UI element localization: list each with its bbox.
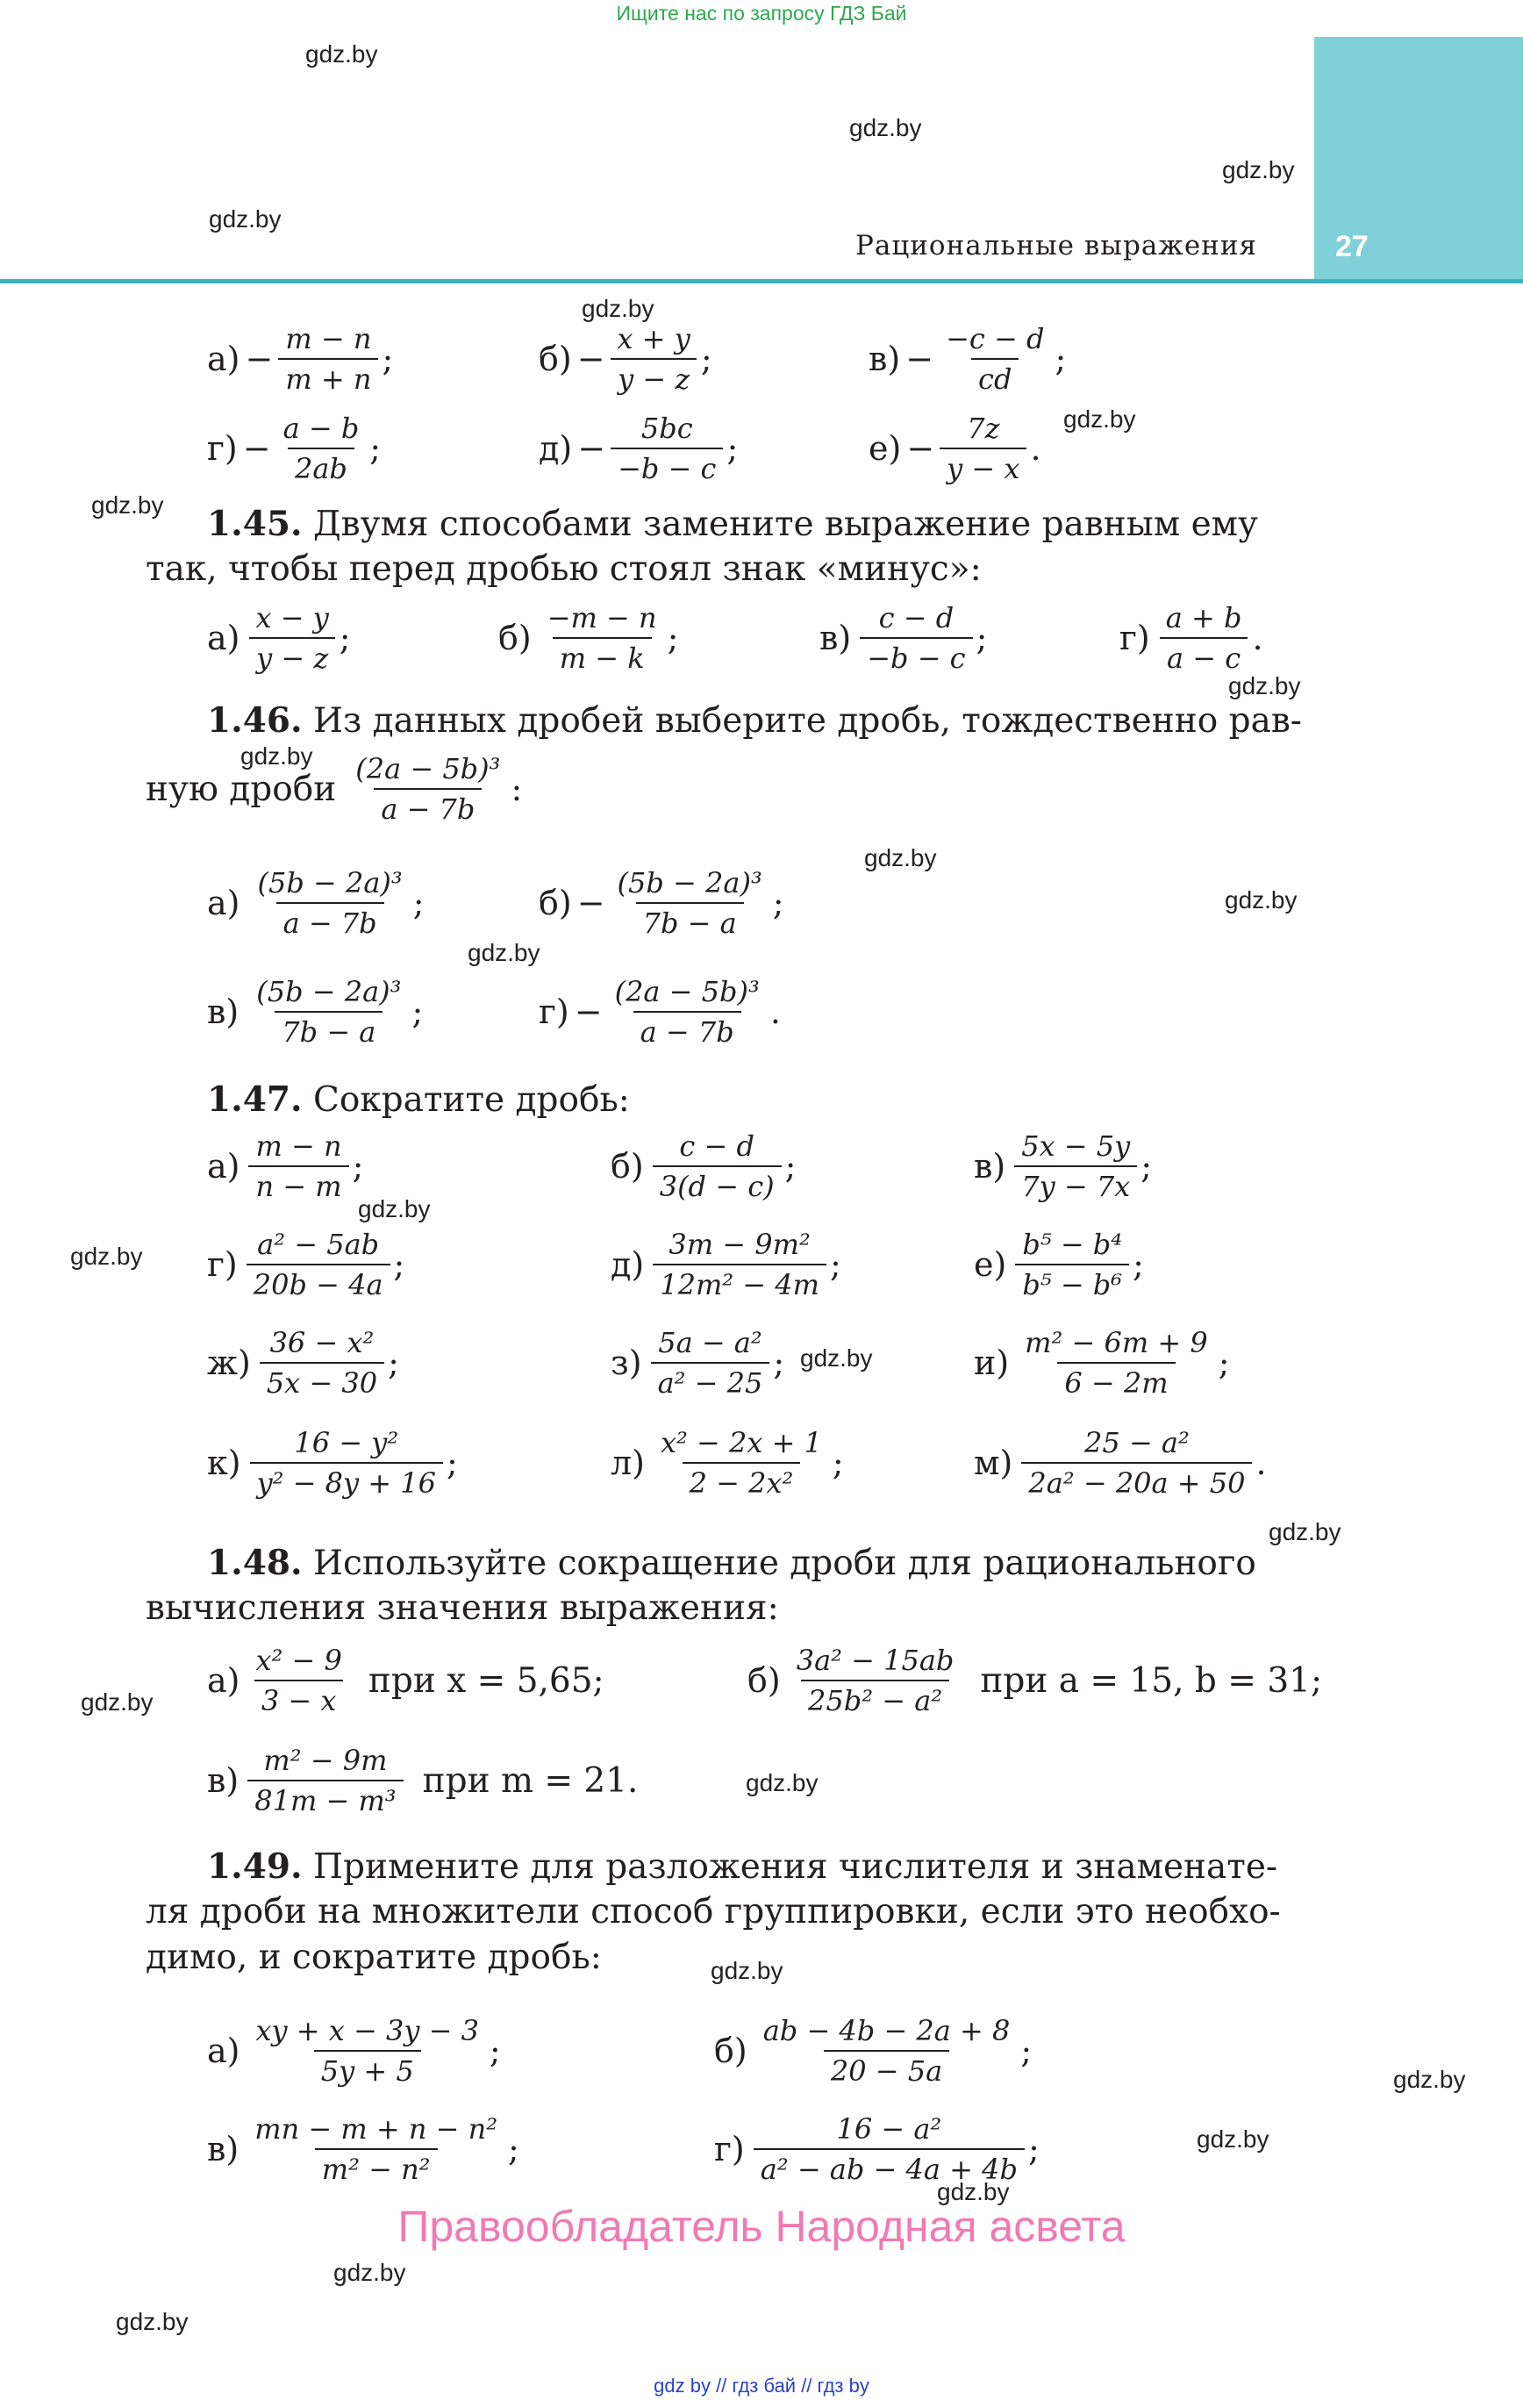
item-label: г)	[714, 2130, 745, 2168]
item-label: д)	[611, 1245, 645, 1284]
numerator: m − n	[285, 322, 372, 355]
task-1-48-item	[747, 1641, 1322, 1720]
watermark: gdz.by	[1063, 405, 1136, 433]
task-1-48-text	[207, 1543, 1256, 1583]
fraction	[611, 864, 769, 942]
denominator: 5y + 5	[314, 2050, 421, 2090]
denominator: n − m	[248, 1165, 348, 1206]
watermark: gdz.by	[91, 491, 164, 519]
punctuation: .	[1252, 619, 1263, 657]
answer-item	[207, 319, 393, 398]
task-1-47-item	[207, 1225, 404, 1304]
numerator: −c − d	[946, 322, 1045, 355]
watermark: gdz.by	[864, 844, 937, 871]
denominator: 6 − 2m	[1057, 1362, 1175, 1402]
watermark: gdz.by	[209, 205, 282, 233]
task-1-45-text-line: так, чтобы перед дробью стоял знак «минус»:	[146, 549, 982, 589]
numerator: −m − n	[547, 601, 657, 634]
item-label: в)	[207, 2130, 240, 2168]
task-1-49-item	[714, 2011, 1032, 2090]
fraction	[276, 409, 367, 488]
task-1-49-text	[207, 1846, 1277, 1887]
watermark: gdz.by	[81, 1688, 154, 1716]
item-label: в)	[819, 619, 852, 657]
task-1-46-item	[207, 864, 425, 942]
watermark: gdz.by	[468, 939, 540, 966]
fraction	[940, 409, 1026, 488]
minus-sign: −	[906, 429, 935, 468]
punctuation: :	[511, 770, 523, 808]
punctuation: ;	[976, 619, 988, 657]
watermark: gdz.by	[1269, 1518, 1341, 1545]
fraction	[608, 972, 767, 1051]
fraction	[1015, 1225, 1129, 1304]
watermark: gdz.by	[116, 2308, 189, 2335]
task-1-48-item	[207, 1641, 604, 1720]
task-1-47-item	[611, 1423, 844, 1502]
item-label: м)	[974, 1444, 1013, 1482]
item-label: б)	[611, 1147, 644, 1186]
punctuation: ;	[1055, 340, 1067, 378]
punctuation: ;	[1020, 2032, 1033, 2070]
numerator: (5b − 2a)³	[617, 866, 762, 899]
fraction	[247, 1741, 403, 1820]
denominator: y − z	[249, 637, 335, 677]
denominator: −b − c	[860, 637, 972, 677]
watermark: gdz.by	[358, 1195, 431, 1222]
punctuation: ;	[772, 884, 784, 922]
numerator: (2a − 5b)³	[614, 975, 760, 1008]
numerator: a + b	[1165, 601, 1242, 634]
item-label: л)	[611, 1444, 645, 1482]
punctuation: ;	[667, 619, 679, 657]
watermark: gdz.by	[1225, 886, 1298, 914]
denominator: 2 − 2x²	[683, 1462, 801, 1502]
task-1-47-text	[207, 1079, 630, 1120]
numerator: 7z	[967, 412, 1000, 445]
numerator: ab − 4b − 2a + 8	[762, 2014, 1011, 2047]
numerator: c − d	[679, 1129, 754, 1163]
fraction	[247, 2110, 504, 2189]
denominator: 25b² − a²	[801, 1680, 949, 1720]
punctuation: ;	[829, 1245, 841, 1284]
numerator: 25 − a²	[1084, 1426, 1190, 1459]
task-1-45-item	[207, 598, 351, 677]
fraction	[540, 598, 664, 677]
item-label: б)	[714, 2032, 747, 2070]
fraction	[250, 1423, 443, 1502]
item-label: г)	[207, 1245, 238, 1284]
task-1-47-item	[207, 1423, 458, 1502]
answer-item	[869, 409, 1041, 488]
item-label: г)	[539, 993, 569, 1031]
denominator: 7y − 7x	[1014, 1165, 1137, 1206]
task-number: 1.49.	[207, 1846, 303, 1887]
item-label: ж)	[207, 1344, 251, 1382]
fraction	[790, 1641, 962, 1720]
answer-item	[539, 319, 712, 398]
task-1-49-item	[207, 2011, 501, 2090]
denominator: a − 7b	[374, 788, 482, 828]
task-number: 1.47.	[207, 1079, 303, 1120]
item-label: в)	[869, 340, 901, 378]
item-label: з)	[611, 1344, 642, 1382]
denominator: y² − 8y + 16	[250, 1462, 443, 1502]
task-1-45-item	[819, 598, 987, 677]
watermark: gdz.by	[1197, 2125, 1269, 2153]
numerator: a² − 5ab	[257, 1228, 380, 1261]
item-label: е)	[974, 1245, 1007, 1284]
denominator: y − z	[611, 358, 697, 398]
fraction	[611, 409, 723, 488]
watermark: gdz.by	[849, 114, 922, 141]
task-text: Сократите дробь:	[302, 1080, 630, 1120]
fraction	[651, 1323, 770, 1402]
task-1-47-item	[611, 1323, 784, 1402]
watermark: gdz.by	[1393, 2066, 1466, 2093]
punctuation: ;	[382, 340, 394, 378]
fraction	[249, 972, 408, 1051]
denominator: a − 7b	[276, 902, 384, 942]
punctuation: ;	[339, 619, 351, 657]
punctuation: ;	[489, 2032, 501, 2070]
punctuation: ;	[784, 1147, 797, 1186]
item-label: е)	[869, 429, 902, 468]
task-1-47-item	[974, 1225, 1144, 1304]
top-banner: Ищите нас по запросу ГДЗ Бай	[616, 2, 907, 25]
watermark: gdz.by	[582, 295, 654, 322]
answer-item	[869, 319, 1066, 398]
numerator: (5b − 2a)³	[257, 866, 403, 899]
numerator: m² − 6m + 9	[1025, 1326, 1208, 1359]
denominator: 7b − a	[636, 902, 744, 942]
footer-links: gdz by // гдз бай // гдз by	[654, 2375, 869, 2397]
item-label: г)	[207, 429, 238, 468]
numerator: 5x − 5y	[1021, 1129, 1131, 1163]
task-1-47-item	[974, 1323, 1230, 1402]
denominator: a − c	[1160, 637, 1248, 677]
item-label: б)	[539, 884, 572, 922]
punctuation: .	[1255, 1444, 1267, 1482]
denominator: 2ab	[288, 448, 354, 488]
minus-sign: −	[576, 884, 605, 922]
task-1-49-text-line: ля дроби на множители способ группировки, если это необхо-	[146, 1892, 1281, 1931]
numerator: x² − 9	[255, 1644, 342, 1677]
denominator: b⁵ − b⁶	[1015, 1264, 1129, 1304]
fraction	[756, 2011, 1018, 2090]
denominator: m + n	[278, 358, 378, 398]
denominator: a − 7b	[633, 1011, 741, 1051]
watermark: gdz.by	[1228, 672, 1301, 699]
punctuation: ;	[393, 1245, 405, 1284]
punctuation: ;	[773, 1344, 785, 1382]
item-label: к)	[207, 1444, 241, 1482]
denominator: 20 − 5a	[824, 2050, 949, 2090]
denominator: 3 − x	[254, 1680, 344, 1720]
numerator: xy + x − 3y − 3	[255, 2014, 479, 2047]
fraction	[250, 864, 409, 942]
task-1-49-item	[714, 2110, 1040, 2189]
numerator: mn − m + n − n²	[254, 2112, 498, 2146]
numerator: a − b	[282, 412, 360, 445]
numerator: 36 − x²	[269, 1326, 375, 1359]
minus-sign: −	[576, 340, 605, 378]
denominator: m² − n²	[315, 2148, 438, 2189]
task-number: 1.45.	[207, 504, 303, 544]
task-number: 1.46.	[207, 700, 303, 741]
task-text: Примените для разложения числителя и знаменате-	[302, 1847, 1278, 1887]
numerator: (2a − 5b)³	[355, 752, 501, 785]
condition: при a = 15, b = 31;	[980, 1660, 1323, 1701]
denominator: cd	[971, 358, 1019, 398]
punctuation: ;	[1140, 1147, 1153, 1186]
numerator: x² − 2x + 1	[660, 1426, 822, 1459]
numerator: 5bc	[640, 412, 693, 445]
item-label: г)	[1119, 619, 1150, 657]
answer-item	[207, 409, 381, 488]
task-number: 1.48.	[207, 1543, 303, 1583]
fraction	[754, 2110, 1025, 2189]
page-number: 27	[1335, 230, 1369, 263]
watermark: gdz.by	[746, 1769, 819, 1796]
numerator: x − y	[255, 601, 329, 634]
denominator: a² − 25	[651, 1362, 770, 1402]
fraction	[1014, 1127, 1137, 1206]
denominator: 3(d − c)	[653, 1165, 782, 1206]
item-label: в)	[207, 1761, 240, 1800]
task-1-47-item	[611, 1127, 796, 1206]
task-text: Используйте сокращение дроби для рационального	[302, 1544, 1256, 1583]
answer-item	[539, 409, 738, 488]
item-label: в)	[207, 993, 240, 1031]
punctuation: ;	[446, 1444, 458, 1482]
task-1-46-item	[207, 972, 423, 1051]
item-label: а)	[207, 619, 240, 657]
task-1-49-item	[207, 2110, 519, 2189]
header-rule	[0, 279, 1523, 283]
numerator: 3a² − 15ab	[796, 1644, 955, 1677]
item-label: б)	[747, 1661, 781, 1700]
task-1-49-text-line: димо, и сократите дробь:	[146, 1938, 602, 1977]
fraction	[248, 598, 335, 677]
denominator: 7b − a	[275, 1011, 383, 1051]
fraction	[653, 1225, 826, 1304]
minus-sign: −	[577, 429, 606, 468]
task-text: ную дроби	[146, 769, 337, 809]
condition: при x = 5,65;	[368, 1660, 604, 1701]
denominator: y − x	[940, 448, 1026, 488]
punctuation: .	[769, 993, 781, 1031]
punctuation: .	[1030, 429, 1041, 468]
punctuation: ;	[388, 1344, 399, 1382]
numerator: 16 − y²	[294, 1426, 399, 1459]
fraction	[860, 598, 972, 677]
item-label: д)	[539, 429, 573, 468]
task-1-47-item	[974, 1127, 1152, 1206]
task-1-47-item	[207, 1127, 363, 1206]
fraction	[1021, 1423, 1252, 1502]
numerator: x + y	[617, 322, 690, 355]
numerator: m − n	[255, 1129, 342, 1163]
numerator: b⁵ − b⁴	[1022, 1228, 1123, 1261]
denominator: 2a² − 20a + 50	[1021, 1462, 1252, 1502]
punctuation: ;	[1133, 1245, 1144, 1284]
item-label: в)	[974, 1147, 1006, 1186]
task-1-47-item	[974, 1423, 1267, 1502]
watermark: gdz.by	[240, 742, 313, 770]
fraction	[653, 1127, 782, 1206]
watermark: gdz.by	[333, 2259, 406, 2286]
fraction	[247, 1225, 390, 1304]
task-1-46-text	[207, 700, 1302, 741]
fraction	[654, 1423, 829, 1502]
fraction	[348, 749, 507, 828]
fraction	[248, 2011, 485, 2090]
task-1-48-item	[207, 1741, 638, 1820]
watermark: gdz.by	[70, 1243, 143, 1270]
denominator: 5x − 30	[260, 1362, 384, 1402]
numerator: 16 − a²	[836, 2112, 942, 2146]
minus-sign: −	[905, 340, 934, 378]
task-1-46-item	[539, 864, 784, 942]
minus-sign: −	[242, 429, 271, 468]
task-text: Двумя способами замените выражение равным ему	[302, 505, 1258, 544]
fraction	[1159, 598, 1249, 677]
denominator: 20b − 4a	[247, 1264, 390, 1304]
numerator: (5b − 2a)³	[256, 975, 402, 1008]
numerator: m² − 9m	[263, 1744, 388, 1777]
item-label: б)	[539, 340, 572, 378]
watermark: gdz.by	[305, 40, 378, 68]
task-1-46-item	[539, 972, 781, 1051]
punctuation: ;	[369, 429, 382, 468]
fraction	[278, 319, 378, 398]
numerator: 3m − 9m²	[669, 1228, 811, 1261]
punctuation: ;	[352, 1147, 364, 1186]
watermark: gdz.by	[800, 1344, 873, 1372]
punctuation: ;	[1218, 1344, 1230, 1382]
task-text: Из данных дробей выберите дробь, тождественно рав-	[302, 701, 1302, 741]
numerator: 5a − a²	[658, 1326, 762, 1359]
item-label: а)	[207, 2032, 240, 2070]
punctuation: ;	[412, 884, 425, 922]
fraction	[248, 1641, 348, 1720]
item-label: б)	[498, 619, 532, 657]
task-1-46-text-line	[146, 749, 522, 828]
denominator: a² − ab − 4a + 4b	[754, 2148, 1025, 2189]
item-label: а)	[207, 340, 240, 378]
minus-sign: −	[574, 993, 603, 1031]
item-label: а)	[207, 884, 240, 922]
task-1-45-item	[1119, 598, 1263, 677]
denominator: −b − c	[611, 448, 723, 488]
task-1-45-item	[498, 598, 678, 677]
punctuation: ;	[1027, 2130, 1040, 2168]
fraction	[939, 319, 1051, 398]
running-title: Рациональные выражения	[855, 230, 1258, 262]
punctuation: ;	[700, 340, 712, 378]
denominator: 12m² − 4m	[653, 1264, 826, 1304]
item-label: и)	[974, 1344, 1010, 1382]
punctuation: ;	[726, 429, 739, 468]
copyright-notice: Правообладатель Народная асвета	[397, 2202, 1126, 2251]
task-1-45-text	[207, 504, 1258, 544]
minus-sign: −	[245, 340, 274, 378]
fraction	[1018, 1323, 1215, 1402]
fraction	[248, 1127, 348, 1206]
task-1-47-item	[611, 1225, 841, 1304]
item-label: а)	[207, 1147, 240, 1186]
fraction	[260, 1323, 384, 1402]
item-label: а)	[207, 1661, 240, 1700]
fraction	[611, 319, 697, 398]
denominator: 81m − m³	[247, 1780, 403, 1820]
condition: при m = 21.	[422, 1760, 639, 1801]
denominator: m − k	[553, 637, 652, 677]
watermark: gdz.by	[711, 1957, 783, 1984]
task-1-48-text-line: вычисления значения выражения:	[146, 1588, 779, 1628]
numerator: c − d	[878, 601, 955, 634]
punctuation: ;	[508, 2130, 519, 2168]
watermark: gdz.by	[937, 2178, 1010, 2205]
punctuation: ;	[411, 993, 424, 1031]
punctuation: ;	[832, 1444, 844, 1482]
task-1-47-item	[207, 1323, 399, 1402]
watermark: gdz.by	[1222, 156, 1295, 183]
